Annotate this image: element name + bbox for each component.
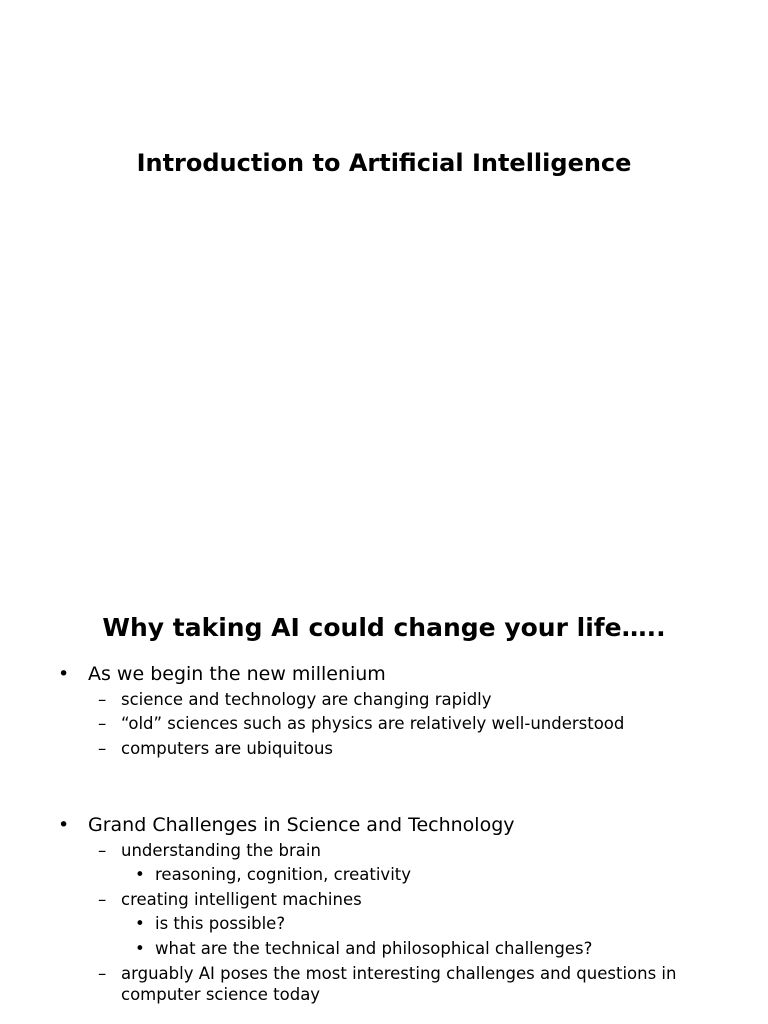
dash-marker: – — [98, 890, 107, 909]
sub-bullet-text: reasoning, cognition, creativity — [155, 865, 412, 884]
dash-marker: – — [98, 964, 107, 983]
dash-text: understanding the brain — [121, 841, 321, 860]
sub-bullet-marker: • — [135, 865, 145, 884]
bullet-text: Grand Challenges in Science and Technology — [88, 814, 515, 836]
sub-bullet-marker: • — [135, 914, 145, 933]
dash-text: arguably AI poses the most interesting challenges and questions in computer science today — [121, 964, 677, 1004]
dash-text: science and technology are changing rapidly — [121, 690, 492, 709]
slide-2-title: Why taking AI could change your life….. — [102, 613, 666, 642]
slide-1-title: Introduction to Artificial Intelligence — [136, 149, 632, 177]
dash-marker: – — [98, 841, 107, 860]
bullet-text: As we begin the new millenium — [88, 663, 386, 685]
dash-marker: – — [98, 739, 107, 758]
bullet-marker: • — [58, 814, 70, 836]
dash-text: creating intelligent machines — [121, 890, 362, 909]
dash-marker: – — [98, 690, 107, 709]
sub-bullet-text: is this possible? — [155, 914, 286, 933]
sub-bullet-marker: • — [135, 939, 145, 958]
dash-text: “old” sciences such as physics are relatively well-understood — [121, 714, 625, 733]
sub-bullet-text: what are the technical and philosophical challenges? — [155, 939, 593, 958]
bullet-marker: • — [58, 663, 70, 685]
dash-marker: – — [98, 714, 107, 733]
dash-text: computers are ubiquitous — [121, 739, 333, 758]
